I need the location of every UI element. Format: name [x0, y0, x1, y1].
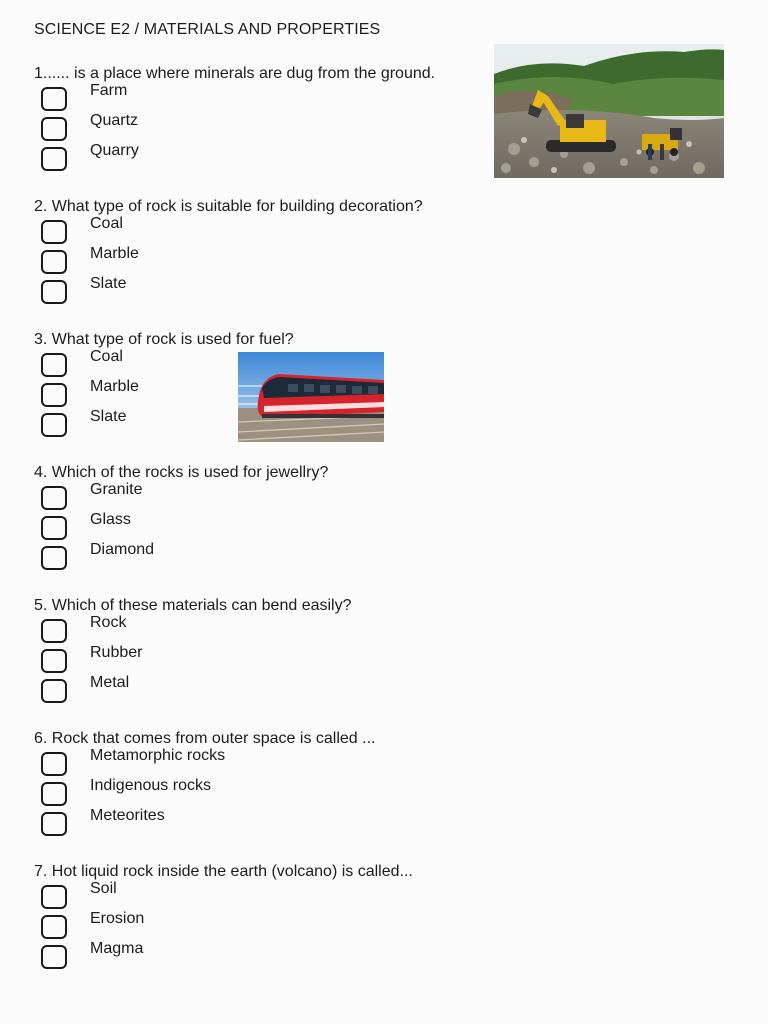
checkbox[interactable]: [41, 87, 67, 111]
answer-option[interactable]: [34, 541, 494, 576]
option-label: Magma: [90, 940, 144, 957]
option-label: Meteorites: [90, 807, 165, 824]
checkbox[interactable]: [41, 280, 67, 304]
question-text: 6. Rock that comes from outer space is called ...: [34, 730, 376, 747]
answer-option[interactable]: [34, 674, 494, 709]
question-5: [34, 596, 494, 709]
checkbox[interactable]: [41, 413, 67, 437]
checkbox[interactable]: [41, 250, 67, 274]
excavator-in-quarry-photo: [494, 44, 724, 178]
question-7: [34, 862, 494, 975]
question-6: [34, 729, 494, 842]
checkbox[interactable]: [41, 546, 67, 570]
option-label: Glass: [90, 511, 131, 528]
option-label: Coal: [90, 348, 123, 365]
question-text: 5. Which of these materials can bend easily?: [34, 597, 352, 614]
answer-option[interactable]: [34, 807, 494, 842]
question-text: 7. Hot liquid rock inside the earth (volcano) is called...: [34, 863, 413, 880]
worksheet-title: SCIENCE E2 / MATERIALS AND PROPERTIES: [34, 21, 381, 38]
question-text: 2. What type of rock is suitable for building decoration?: [34, 198, 423, 215]
checkbox[interactable]: [41, 486, 67, 510]
question-text: 1...... is a place where minerals are dug from the ground.: [34, 65, 436, 82]
checkbox[interactable]: [41, 752, 67, 776]
checkbox[interactable]: [41, 147, 67, 171]
answer-option[interactable]: [34, 142, 494, 177]
checkbox[interactable]: [41, 383, 67, 407]
option-label: Marble: [90, 378, 139, 395]
question-text: 4. Which of the rocks is used for jewellry?: [34, 464, 329, 481]
option-label: Farm: [90, 82, 128, 99]
question-2: [34, 197, 494, 310]
option-label: Soil: [90, 880, 117, 897]
red-train-photo: [238, 352, 384, 442]
checkbox[interactable]: [41, 885, 67, 909]
checkbox[interactable]: [41, 516, 67, 540]
checkbox[interactable]: [41, 117, 67, 141]
question-text: 3. What type of rock is used for fuel?: [34, 331, 294, 348]
option-label: Metal: [90, 674, 130, 691]
question-4: [34, 463, 494, 576]
option-label: Quarry: [90, 142, 139, 159]
option-label: Granite: [90, 481, 143, 498]
checkbox[interactable]: [41, 945, 67, 969]
option-label: Indigenous rocks: [90, 777, 211, 794]
option-label: Slate: [90, 275, 127, 292]
checkbox[interactable]: [41, 915, 67, 939]
checkbox[interactable]: [41, 782, 67, 806]
option-label: Rock: [90, 614, 127, 631]
option-label: Slate: [90, 408, 127, 425]
option-label: Quartz: [90, 112, 139, 129]
question-1: [34, 64, 494, 177]
option-label: Marble: [90, 245, 139, 262]
answer-option[interactable]: [34, 275, 494, 310]
checkbox[interactable]: [41, 679, 67, 703]
option-label: Coal: [90, 215, 123, 232]
checkbox[interactable]: [41, 649, 67, 673]
checkbox[interactable]: [41, 353, 67, 377]
option-label: Diamond: [90, 541, 155, 558]
answer-option[interactable]: [34, 940, 494, 975]
checkbox[interactable]: [41, 619, 67, 643]
option-label: Metamorphic rocks: [90, 747, 226, 764]
option-label: Rubber: [90, 644, 143, 661]
checkbox[interactable]: [41, 812, 67, 836]
checkbox[interactable]: [41, 220, 67, 244]
option-label: Erosion: [90, 910, 145, 927]
